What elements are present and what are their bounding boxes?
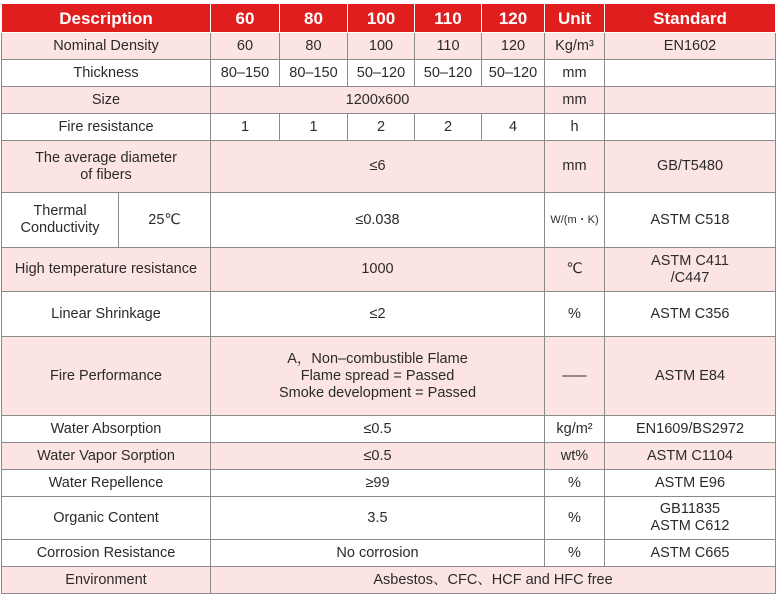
cell-value: 1000 bbox=[211, 248, 545, 292]
cell-80: 80–150 bbox=[280, 60, 348, 87]
cell-100: 2 bbox=[348, 114, 415, 141]
cell-value: ≤6 bbox=[211, 141, 545, 193]
row-label: Thickness bbox=[2, 60, 211, 87]
cell-standard: ASTM C1104 bbox=[605, 443, 776, 470]
cell-120: 50–120 bbox=[482, 60, 545, 87]
cell-unit: h bbox=[545, 114, 605, 141]
cell-unit: mm bbox=[545, 141, 605, 193]
row-linear-shrinkage bbox=[2, 292, 776, 337]
cell-60: 1 bbox=[211, 114, 280, 141]
row-label: High temperature resistance bbox=[2, 248, 211, 292]
row-thickness bbox=[2, 60, 776, 87]
row-high-temperature bbox=[2, 248, 776, 292]
cell-standard: GB/T5480 bbox=[605, 141, 776, 193]
cell-value: A，Non–combustible Flame Flame spread = Passed Smoke development = Passed bbox=[211, 337, 545, 416]
cell-unit: % bbox=[545, 497, 605, 540]
row-nominal-density bbox=[2, 33, 776, 60]
header-80: 80 bbox=[280, 4, 348, 33]
row-size bbox=[2, 87, 776, 114]
header-row bbox=[2, 4, 776, 33]
cell-100: 50–120 bbox=[348, 60, 415, 87]
cell-value: ≥99 bbox=[211, 470, 545, 497]
cell-unit: Kg/m³ bbox=[545, 33, 605, 60]
row-label: Water Repellence bbox=[2, 470, 211, 497]
row-fire-resistance bbox=[2, 114, 776, 141]
cell-unit: % bbox=[545, 470, 605, 497]
row-label: Water Absorption bbox=[2, 416, 211, 443]
cell-standard: ASTM C411 /C447 bbox=[605, 248, 776, 292]
cell-standard: ASTM C665 bbox=[605, 540, 776, 567]
row-environment bbox=[2, 567, 776, 594]
row-label: Corrosion Resistance bbox=[2, 540, 211, 567]
header-110: 110 bbox=[415, 4, 482, 33]
cell-standard: ASTM C518 bbox=[605, 193, 776, 248]
header-60: 60 bbox=[211, 4, 280, 33]
row-label: Organic Content bbox=[2, 497, 211, 540]
cell-standard bbox=[605, 87, 776, 114]
cell-value: ≤0.5 bbox=[211, 443, 545, 470]
header-standard: Standard bbox=[605, 4, 776, 33]
cell-120: 4 bbox=[482, 114, 545, 141]
row-label: Size bbox=[2, 87, 211, 114]
row-label: Fire Performance bbox=[2, 337, 211, 416]
cell-unit: mm bbox=[545, 60, 605, 87]
cell-standard bbox=[605, 114, 776, 141]
cell-value: ≤0.038 bbox=[211, 193, 545, 248]
cell-60: 80–150 bbox=[211, 60, 280, 87]
cell-unit: % bbox=[545, 540, 605, 567]
cell-unit: ℃ bbox=[545, 248, 605, 292]
cell-unit: wt% bbox=[545, 443, 605, 470]
cell-80: 80 bbox=[280, 33, 348, 60]
row-water-vapor-sorption bbox=[2, 443, 776, 470]
cell-temperature: 25℃ bbox=[119, 193, 211, 248]
cell-110: 50–120 bbox=[415, 60, 482, 87]
cell-value: 3.5 bbox=[211, 497, 545, 540]
row-corrosion-resistance bbox=[2, 540, 776, 567]
row-fire-performance bbox=[2, 337, 776, 416]
cell-unit: % bbox=[545, 292, 605, 337]
header-description: Description bbox=[2, 4, 211, 33]
row-water-absorption bbox=[2, 416, 776, 443]
header-unit: Unit bbox=[545, 4, 605, 33]
cell-standard: GB11835 ASTM C612 bbox=[605, 497, 776, 540]
row-fiber-diameter bbox=[2, 141, 776, 193]
cell-110: 2 bbox=[415, 114, 482, 141]
row-label: Water Vapor Sorption bbox=[2, 443, 211, 470]
cell-standard: ASTM E96 bbox=[605, 470, 776, 497]
cell-standard: ASTM C356 bbox=[605, 292, 776, 337]
cell-unit: mm bbox=[545, 87, 605, 114]
header-100: 100 bbox=[348, 4, 415, 33]
row-label: Nominal Density bbox=[2, 33, 211, 60]
cell-80: 1 bbox=[280, 114, 348, 141]
cell-value: ≤2 bbox=[211, 292, 545, 337]
cell-120: 120 bbox=[482, 33, 545, 60]
row-water-repellence bbox=[2, 470, 776, 497]
cell-value: No corrosion bbox=[211, 540, 545, 567]
row-label: Linear Shrinkage bbox=[2, 292, 211, 337]
cell-60: 60 bbox=[211, 33, 280, 60]
row-organic-content bbox=[2, 497, 776, 540]
cell-value: ≤0.5 bbox=[211, 416, 545, 443]
cell-110: 110 bbox=[415, 33, 482, 60]
spec-table bbox=[1, 4, 776, 594]
row-label: Environment bbox=[2, 567, 211, 594]
row-label: Fire resistance bbox=[2, 114, 211, 141]
cell-standard: ASTM E84 bbox=[605, 337, 776, 416]
cell-standard: EN1609/BS2972 bbox=[605, 416, 776, 443]
cell-value: Asbestos、CFC、HCF and HFC free bbox=[211, 567, 776, 594]
cell-unit: kg/m² bbox=[545, 416, 605, 443]
cell-standard bbox=[605, 60, 776, 87]
row-thermal-conductivity bbox=[2, 193, 776, 248]
row-label: Thermal Conductivity bbox=[2, 193, 119, 248]
cell-value: 1200x600 bbox=[211, 87, 545, 114]
cell-100: 100 bbox=[348, 33, 415, 60]
header-120: 120 bbox=[482, 4, 545, 33]
cell-unit: W/(m・K) bbox=[545, 193, 605, 248]
cell-standard: EN1602 bbox=[605, 33, 776, 60]
cell-unit: ––– bbox=[545, 337, 605, 416]
row-label: The average diameter of fibers bbox=[2, 141, 211, 193]
